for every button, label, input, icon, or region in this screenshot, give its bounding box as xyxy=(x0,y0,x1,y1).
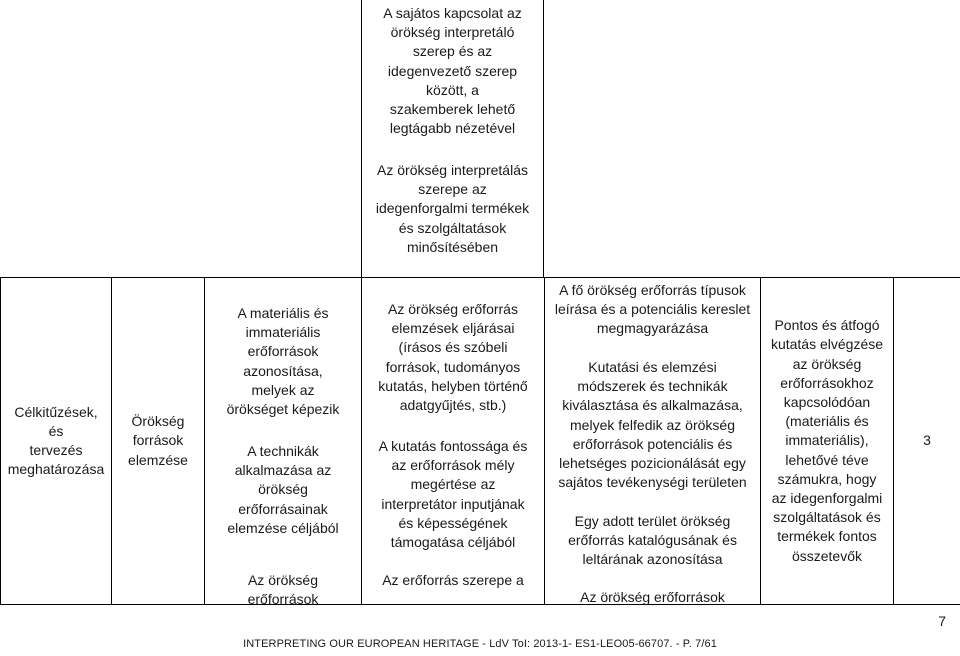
cell-comprehensive-research xyxy=(761,278,894,605)
cell-resource-types xyxy=(545,278,761,605)
catalogue-identification-text: Egy adott terület örökség erőforrás katalógusának és leltárának azonosítása xyxy=(568,513,737,568)
analysis-procedures-text: Az örökség erőforrás elemzések eljárásai (írásos és szóbeli források, tudományos kutatás, helyben történő adatgyűjtés, stb.) xyxy=(378,301,528,414)
cell-heritage-sources xyxy=(112,278,205,605)
top-merged-cell xyxy=(361,0,544,278)
top-cell-text-1: A sajátos kapcsolat az örökség interpretáló szerep és az idegenvezető szerep között, a szakemberek lehető legtágabb nézetével xyxy=(383,5,522,137)
number-text: 3 xyxy=(923,432,931,449)
resources-heritage-text: Az örökség erőforrások xyxy=(247,572,319,608)
cell-objectives xyxy=(1,278,112,605)
heritage-resources-text: Az örökség erőforrások xyxy=(580,589,725,605)
table-row xyxy=(1,278,960,605)
resource-types-text: A fő örökség erőforrás típusok leírása és a potenciális kereslet megmagyarázása xyxy=(554,282,751,337)
cell-number xyxy=(894,278,960,605)
research-methods-text: Kutatási és elemzési módszerek és technikák kiválasztása és alkalmazása, melyek felfedik az örökség erőforrások potenciális és lehetséges pozicionálását egy sajátos tevékenységi területen xyxy=(558,359,747,491)
content-table xyxy=(0,277,960,608)
resources-identification-text: A materiális és immateriális erőforrások azonosítása, melyek az örökséget képezik xyxy=(226,305,340,418)
cell-analysis-procedures xyxy=(362,278,545,605)
comprehensive-research-text: Pontos és átfogó kutatás elvégzése az örökség erőforrásokhoz kapcsolódóan (materiális és immateriális), lehetővé téve számukra, hogy az idegenforgalmi szolgáltatások és termékek fontos összetevők xyxy=(770,317,884,564)
objectives-text: Célkitűzések, és tervezés meghatározása xyxy=(7,403,105,478)
heritage-sources-text: Örökség források elemzése xyxy=(128,413,188,468)
resources-techniques-text: A technikák alkalmazása az örökség erőforrásainak elemzése céljából xyxy=(227,443,339,536)
research-importance-text: A kutatás fontossága és az erőforrások mély megértése az interpretátor inputjának és képességének támogatása céljából xyxy=(378,438,528,551)
footer: INTERPRETING OUR EUROPEAN HERITAGE - LdV ToI: 2013-1- ES1-LEO05-66707. - P. 7/61 xyxy=(243,638,717,650)
page-number: 7 xyxy=(938,613,946,629)
cell-resources xyxy=(205,278,362,608)
resource-role-text: Az erőforrás szerepe a xyxy=(382,572,524,588)
top-cell-text-2: Az örökség interpretálás szerepe az idegenforgalmi termékek és szolgáltatások minősítésében xyxy=(375,162,530,255)
